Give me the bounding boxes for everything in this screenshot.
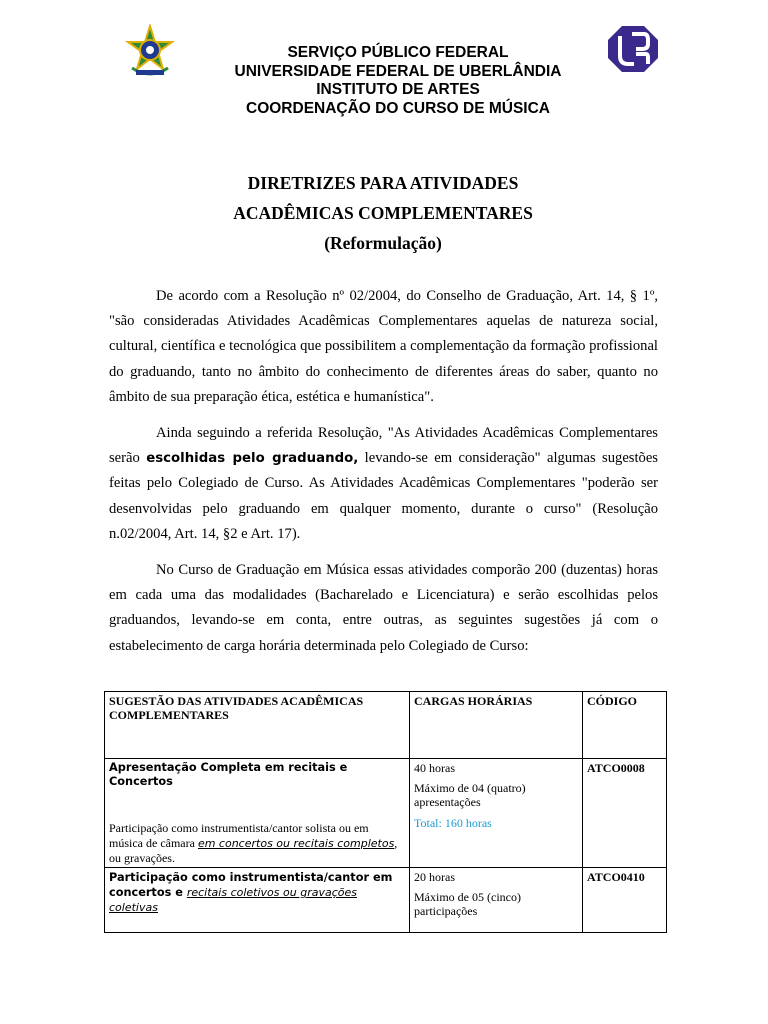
document-title — [0, 168, 766, 258]
table-header-row — [105, 692, 667, 759]
header-hours: CARGAS HORÁRIAS — [410, 692, 583, 759]
body-text — [109, 284, 658, 670]
activity-description-end: , ou gravações. — [109, 835, 398, 865]
hours-max: Máximo de 04 (quatro) apresentações — [414, 781, 526, 810]
header-line-2: UNIVERSIDADE FEDERAL DE UBERLÂNDIA — [234, 62, 562, 80]
hours-value: 20 horas — [414, 870, 455, 885]
hours-cell — [410, 868, 583, 933]
activity-title — [109, 870, 405, 916]
activity-cell — [105, 759, 410, 868]
paragraph-2 — [109, 421, 658, 547]
paragraph-2-emphasis: escolhidas pelo graduando, — [146, 451, 359, 467]
hours-cell — [410, 759, 583, 868]
paragraph-1: De acordo com a Resolução nº 02/2004, do Conselho de Graduação, Art. 14, § 1º, "são consideradas Atividades Acadêmicas Complementares aquelas de natureza social, cultural, científica e tecnológica que possibilitem a complementação da formação profissional do graduando, tanto no âmbito do conhecimento de diferentes áreas do saber, quanto no âmbito de sua preparação ética, estética e humanística". — [109, 288, 658, 405]
header-line-4: COORDENAÇÃO DO CURSO DE MÚSICA — [246, 99, 550, 117]
table-row — [105, 759, 667, 868]
activity-description-start: Participação como instrumentista/cantor solista ou em música de câmara — [109, 821, 369, 850]
header-activity: SUGESTÃO DAS ATIVIDADES ACADÊMICAS COMPLEMENTARES — [105, 692, 410, 759]
activities-table — [104, 691, 667, 933]
institution-header — [0, 44, 768, 118]
title-line-2: ACADÊMICAS COMPLEMENTARES — [233, 203, 533, 223]
title-line-1: DIRETRIZES PARA ATIVIDADES — [247, 173, 519, 193]
code-cell: ATCO0410 — [583, 868, 667, 933]
paragraph-2-start: Ainda seguindo a referida Resolução, "As Atividades Acadêmicas Complementares serão — [109, 425, 658, 467]
hours-total: Total: 160 horas — [414, 815, 492, 830]
header-code: CÓDIGO — [583, 692, 667, 759]
hours-max: Máximo de 05 (cinco) participações — [414, 890, 521, 919]
activity-title-start: Participação como instrumentista/cantor em concertos e — [109, 871, 393, 900]
activity-description — [109, 821, 405, 865]
activity-description-emphasis: em concertos ou recitais completos — [197, 836, 395, 850]
header-line-1: SERVIÇO PÚBLICO FEDERAL — [287, 44, 509, 61]
paragraph-2-end: levando-se em consideração" algumas sugestões feitas pelo Colegiado de Curso. As Atividades Acadêmicas Complementares "poderão ser desenvolvidas pelo graduando em qualquer momento, durante o curso" (Resolução n.02/2004, Art. 14, §2 e Art. 17). — [109, 450, 658, 542]
activity-title: Apresentação Completa em recitais e Concertos — [109, 761, 348, 789]
activity-cell — [105, 868, 410, 933]
hours-value: 40 horas — [414, 761, 455, 775]
code-cell: ATCO0008 — [583, 759, 667, 868]
paragraph-3: No Curso de Graduação em Música essas atividades comporão 200 (duzentas) horas em cada uma das modalidades (Bacharelado e Licenciatura) e serão escolhidas pelos graduandos, levando-se em conta, entre outras, as seguintes sugestões já com o estabelecimento de carga horária determinada pelo Colegiado de Curso: — [109, 562, 658, 654]
table-row — [105, 868, 667, 933]
activity-title-emphasis: recitais coletivos ou gravações coletivas — [109, 886, 357, 915]
title-line-3: (Reformulação) — [324, 233, 442, 253]
header-line-3: INSTITUTO DE ARTES — [316, 81, 480, 98]
